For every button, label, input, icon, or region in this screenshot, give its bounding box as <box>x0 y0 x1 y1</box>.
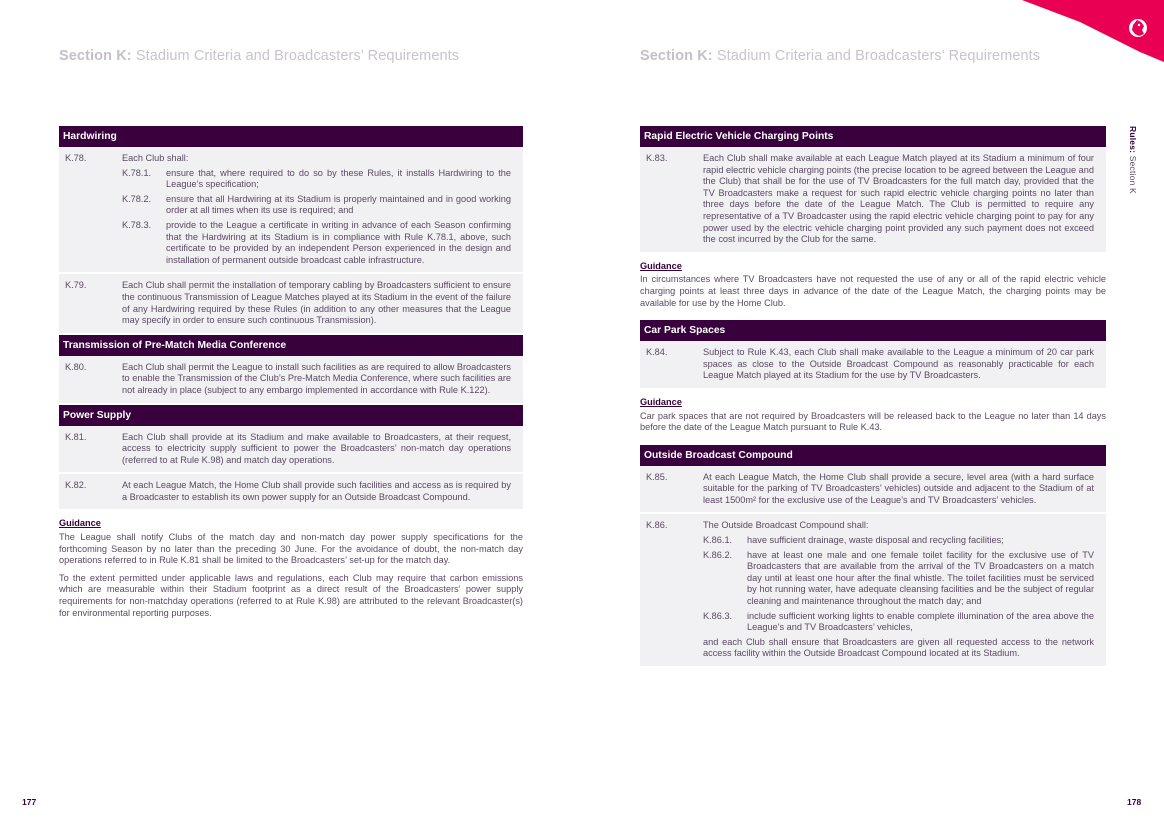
rule-k85 <box>640 466 1106 515</box>
sub-rule-number: K.78.3. <box>122 219 152 230</box>
guidance-ev-charging <box>640 254 1106 320</box>
side-label-rest: Section K <box>1128 153 1138 194</box>
sub-rule-text: have at least one male and one female toilet facility for the exclusive use of TV Broadcasters that are available from the arrival of the TV Broadcasters on a match day until at least one hour after the final whistle. The toilet facilities must be serviced by hot running water, have adequate cleansing facilities and be the subject of regular cleaning and maintenance throughout the match day; and <box>747 549 1094 607</box>
rule-number: K.82. <box>65 480 87 491</box>
header-title: Stadium Criteria and Broadcasters’ Requirements <box>716 48 1041 64</box>
section-heading-hardwiring: Hardwiring <box>59 126 523 147</box>
guidance-label: Guidance <box>640 260 682 271</box>
header-title: Stadium Criteria and Broadcasters’ Requirements <box>135 48 460 64</box>
rule-k86 <box>640 514 1106 668</box>
side-section-label <box>1128 126 1138 194</box>
rule-text: Each Club shall make available at each League Match played at its Stadium a minimum of four rapid electric vehicle charging points (the precise location to be agreed between the League and the Club) that shall be for the use of TV Broadcasters for the full match day, provided that the TV Broadcasters make a request for such rapid electric vehicle charging points no later than three days before the date of the League Match. The Club is permitted to require any representative of a TV Broadcaster using the rapid electric vehicle charging point to pay for any power used by the electric vehicle charging point provided any such payment does not exceed the cost incurred by the Club for the same. <box>703 153 1094 245</box>
sub-rule <box>703 611 1094 634</box>
sub-rule-number: K.86.2. <box>703 549 733 560</box>
rule-text: At each League Match, the Home Club shall provide a secure, level area (with a hard surface suitable for the parking of TV Broadcasters’ vehicles) outside and adjacent to the Stadium of at least 1500m² for the exclusive use of the League’s and TV Broadcasters’ vehicles. <box>703 471 1094 505</box>
section-heading-outside-broadcast: Outside Broadcast Compound <box>640 445 1106 466</box>
guidance-label: Guidance <box>640 396 682 407</box>
section-heading-media-conference: Transmission of Pre-Match Media Conference <box>59 335 523 356</box>
rule-text: At each League Match, the Home Club shall provide such facilities and access as is required by a Broadcaster to establish its own power supply for an Outside Broadcast Compound. <box>122 480 511 502</box>
sub-rule-text: include sufficient working lights to enable complete illumination of the area above the League’s and TV Broadcasters’ vehicles, <box>747 610 1094 633</box>
header-section-label: Section K: <box>59 48 132 64</box>
sub-rule-text: ensure that, where required to do so by these Rules, it installs Hardwiring to the League’s specification; <box>166 167 511 190</box>
rule-text: Each Club shall permit the installation of temporary cabling by Broadcasters sufficient to ensure the continuous Transmission of League Matches played at its Stadium in the event of the failure of any Hardwiring required by these Rules (in addition to any other measures that the League may specify in order to ensure such continuous Transmission). <box>122 280 511 326</box>
sub-rule-number: K.78.1. <box>122 167 152 178</box>
rule-number: K.78. <box>65 153 87 163</box>
sub-rule-number: K.78.2. <box>122 193 152 204</box>
sub-rule-number: K.86.3. <box>703 610 733 621</box>
guidance-paragraph: To the extent permitted under applicable laws and regulations, each Club may require that carbon emissions which are measurable within their Stadium footprint as a direct result of the Broadcasters’ power supply requirements for non-matchday operations (referred to at Rule K.98) are attributed to the relevant Broadcaster(s) for environmental reporting purposes. <box>59 572 523 618</box>
guidance-paragraph: In circumstances where TV Broadcasters have not requested the use of any or all of the rapid electric vehicle charging points at least three days in advance of the date of the League Match, the charging points may be available for use by the Home Club. <box>640 274 1106 308</box>
page-header-right <box>640 48 1040 64</box>
rule-text: Subject to Rule K.43, each Club shall make available to the League a minimum of 20 car park spaces as close to the Outside Broadcast Compound as reasonably practicable for each League Match played at its Stadium for the use by TV Broadcasters. <box>703 347 1094 381</box>
section-heading-power-supply: Power Supply <box>59 405 523 426</box>
rule-intro: Each Club shall: <box>122 153 189 163</box>
side-label-bold: Rules: <box>1128 126 1138 154</box>
premier-league-lion-logo <box>1129 19 1147 37</box>
page-number-left: 177 <box>22 797 37 807</box>
rule-number: K.81. <box>65 431 87 442</box>
rule-k78 <box>59 147 523 274</box>
sub-rule <box>122 194 511 217</box>
guidance-car-park <box>640 390 1106 445</box>
rule-k81 <box>59 426 523 475</box>
rule-intro: The Outside Broadcast Compound shall: <box>703 520 869 531</box>
rule-text <box>703 520 1094 660</box>
sub-rule <box>122 220 511 266</box>
left-column <box>59 126 523 630</box>
rule-k79 <box>59 274 523 334</box>
sub-rule-text: have sufficient drainage, waste disposal and recycling facilities; <box>747 535 1004 546</box>
sub-rule <box>703 535 1094 547</box>
page-header-left <box>59 48 459 64</box>
rule-closing-text: and each Club shall ensure that Broadcasters are given all requested access to the network access facility within the Outside Broadcast Compound located at its Stadium. <box>703 636 1094 659</box>
guidance-paragraph: Car park spaces that are not required by Broadcasters will be released back to the League no later than 14 days before the date of the League Match pursuant to Rule K.43. <box>640 410 1106 433</box>
sub-rule-number: K.86.1. <box>703 535 733 546</box>
rule-k83 <box>640 147 1106 254</box>
rule-number: K.86. <box>646 520 668 531</box>
guidance-paragraph: The League shall notify Clubs of the match day and non-match day power supply specifications for the forthcoming Season by no later than the preceding 30 June. For the avoidance of doubt, the non-match day operations referred to in Rule K.81 shall be limited to the Broadcasters’ set-up for the match day. <box>59 532 523 566</box>
rule-text: Each Club shall permit the League to install such facilities as are required to allow Broadcasters to enable the Transmission of the Club’s Pre-Match Media Conference, where such facilities are not already in place (subject to any embargo implemented in accordance with Rule K.122). <box>122 361 511 395</box>
header-section-label: Section K: <box>640 48 713 64</box>
rule-number: K.79. <box>65 280 87 291</box>
rule-k84 <box>640 341 1106 390</box>
rule-k82 <box>59 474 523 511</box>
guidance-label: Guidance <box>59 518 101 529</box>
section-heading-car-park: Car Park Spaces <box>640 320 1106 341</box>
rule-number: K.80. <box>65 361 87 372</box>
rule-k80 <box>59 356 523 405</box>
sub-rule-text: provide to the League a certificate in writing in advance of each Season confirming that the Hardwiring at its Stadium is in compliance with Rule K.78.1, above, such certificate to be provided by an independent Person experienced in the design and installation of permanent outside broadcast cable infrastructure. <box>166 219 511 265</box>
sub-rule-text: ensure that all Hardwiring at its Stadium is properly maintained and in good working order at all times when its use is required; and <box>166 193 511 216</box>
rule-number: K.83. <box>646 153 668 163</box>
rule-text <box>122 153 511 266</box>
right-column <box>640 126 1106 668</box>
page-number-right: 178 <box>1127 797 1142 807</box>
sub-rule <box>703 550 1094 608</box>
rule-number: K.85. <box>646 471 668 482</box>
rule-text: Each Club shall provide at its Stadium and make available to Broadcasters, at their request, access to electricity supply sufficient to power the Broadcasters’ non-match day operations (referred to at Rule K.98) and match day operations. <box>122 431 511 465</box>
rule-number: K.84. <box>646 347 668 358</box>
section-heading-ev-charging: Rapid Electric Vehicle Charging Points <box>640 126 1106 147</box>
guidance-power-supply <box>59 511 523 630</box>
sub-rule <box>122 168 511 191</box>
